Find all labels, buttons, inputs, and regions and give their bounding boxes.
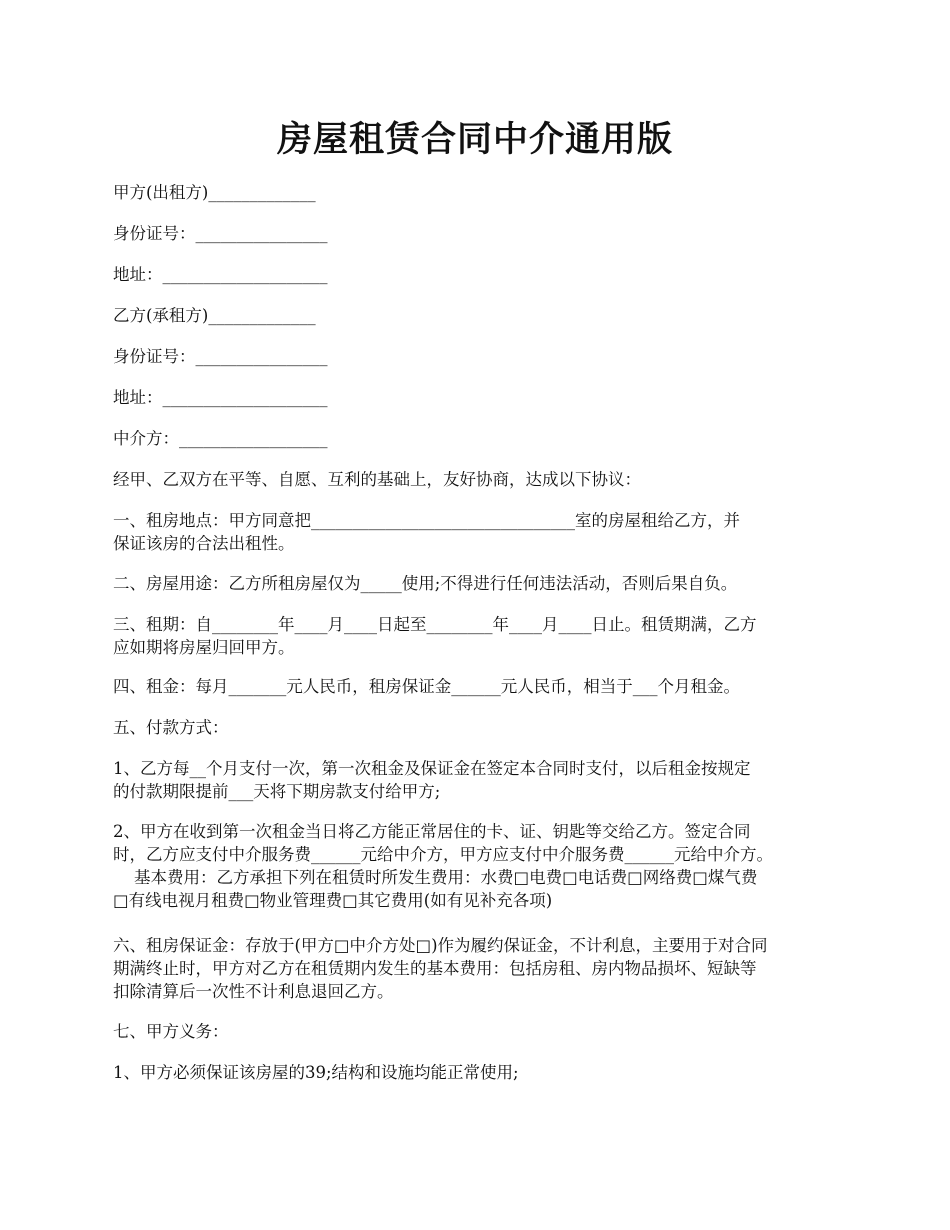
- lessee-address-line: 地址：____________________: [113, 388, 328, 407]
- lessor-id-line: 身份证号：________________: [113, 224, 328, 243]
- clause-payment-2: 2、甲方在收到第一次租金当日将乙方能正常居住的卡、证、钥匙等交给乙方。签定合同 时，乙方应支付中介服务费______元给中介方，甲方应支付中介服务费______元给中介方。 基本费用：乙方承担下列在租赁时所发生费用：水费□电费□电话费□网络费□煤气费 □有线电视月租费□物业管理费□其它费用(如有见补充各项): [113, 822, 773, 910]
- clause-deposit: 六、租房保证金：存放于(甲方□中介方处□)作为履约保证金，不计利息，主要用于对合同 期满终止时，甲方对乙方在租赁期内发生的基本费用：包括房租、房内物品损坏、短缺等 扣除清算后一次性不计利息退回乙方。: [113, 936, 768, 1001]
- lessor-line: 甲方(出租方)_____________: [113, 183, 316, 202]
- clause-payment-1: 1、乙方每__个月支付一次，第一次租金及保证金在签定本合同时支付，以后租金按规定 的付款期限提前___天将下期房款支付给甲方;: [113, 759, 751, 801]
- preamble-paragraph: 经甲、乙双方在平等、自愿、互利的基础上，友好协商，达成以下协议：: [113, 470, 641, 489]
- lessor-address-line: 地址：____________________: [113, 265, 328, 284]
- clause-lessor-duty-1: 1、甲方必须保证该房屋的39;结构和设施均能正常使用;: [113, 1063, 519, 1082]
- clause-location: 一、租房地点：甲方同意把________________________________室的房屋租给乙方，并 保证该房的合法出租性。: [113, 511, 740, 553]
- lessee-id-line: 身份证号：________________: [113, 347, 328, 366]
- clause-rent: 四、租金：每月_______元人民币，租房保证金______元人民币，相当于___个月租金。: [113, 677, 740, 696]
- agency-line: 中介方：__________________: [113, 429, 328, 448]
- lessee-line: 乙方(承租方)_____________: [113, 306, 316, 325]
- clause-payment-heading: 五、付款方式：: [113, 718, 229, 737]
- document-title: 房屋租赁合同中介通用版: [276, 120, 673, 160]
- clause-usage: 二、房屋用途：乙方所租房屋仅为_____使用;不得进行任何违法活动，否则后果自负。: [113, 574, 738, 593]
- clause-lessor-duties-heading: 七、甲方义务：: [113, 1022, 229, 1041]
- clause-term: 三、租期：自________年____月____日起至________年____月____日止。租赁期满，乙方 应如期将房屋归回甲方。: [113, 615, 757, 657]
